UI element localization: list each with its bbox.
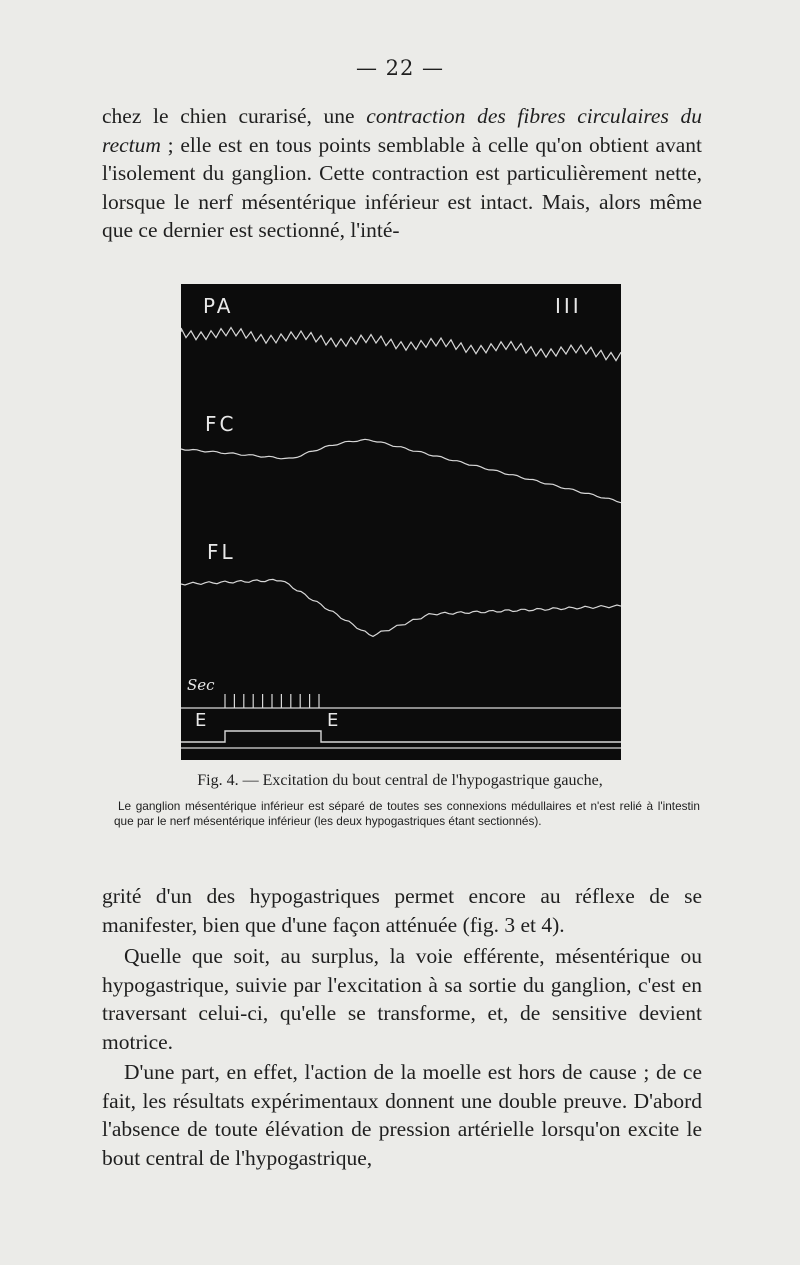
label-e-end: E [327,710,342,731]
excitation-signal [181,731,621,742]
page-number: — 22 — [355,56,445,80]
sec-ticks [225,694,319,708]
label-fl: FL [207,540,236,564]
figure-caption-body: Le ganglion mésentérique inférieur est séparé de toutes ses connexions médullaires et n'est relié à l'intestin que par le nerf mésentérique inférieur (les deux hypogastriques étant sectionnés). [114,799,700,828]
paragraph-continuation: grité d'un des hypogastriques permet encore au réflexe de se manifester, bien que d'une façon atténuée (fig. 3 et 4). [102,884,702,937]
label-fc: FC [205,412,237,436]
fl-trace [181,579,621,636]
paragraph-moelle: D'une part, en effet, l'action de la moelle est hors de cause ; de ce fait, les résultats expérimentaux donnent une double preuve. D'abord l'absence de toute élévation de pression artérielle lorsqu'on excite le bout central de l'hypogastrique, [102,1060,702,1170]
label-pa: PA [203,294,234,318]
figure-tracing [181,284,621,760]
label-e-start: E [195,710,210,731]
paragraph-intro-text-a: chez le chien curarisé, une [102,104,367,128]
figure-traces-svg [181,284,621,760]
paragraph-intro-emphasis: contraction des fibres circulaires du rectum [102,104,702,157]
label-roman-numeral: III [555,294,582,318]
pa-trace [181,328,621,361]
paragraph-intro-text-b: ; elle est en tous points semblable à celle qu'on obtient avant l'isolement du ganglion. Cette contraction est particulièrement nette, lorsque le nerf mésentérique inférieur est intact. Mais, alors même que ce dernier est sectionné, l'inté- [102,132,702,243]
paragraph-efferent: Quelle que soit, au surplus, la voie efférente, mésentérique ou hypogastrique, suivie par l'excitation à sa sortie du ganglion, c'est en traversant celui-ci, qu'elle se transforme, et, de sensitive devient motrice. [102,944,702,1054]
paragraph-intro [102,102,702,245]
label-sec: Sec [187,676,215,694]
figure-caption-title: Fig. 4. — Excitation du bout central de l'hypogastrique gauche, [197,772,603,789]
fc-trace [181,439,621,502]
